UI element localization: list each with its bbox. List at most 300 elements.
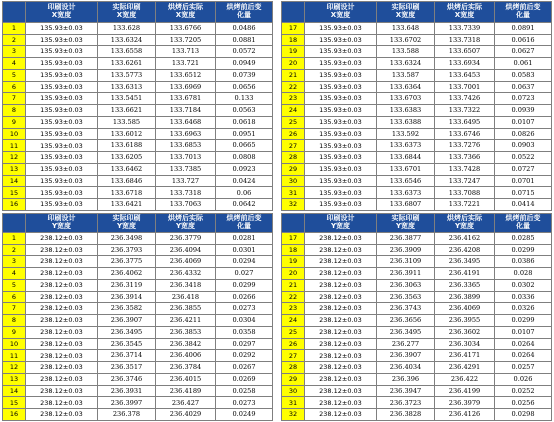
baked-width-cell: 133.6766 [156, 22, 216, 34]
index-header-cell [282, 2, 305, 23]
actual-width-cell: 133.6621 [98, 105, 156, 117]
design-width-cell: 135.93±0.03 [26, 175, 98, 187]
table-row [3, 128, 273, 140]
change-cell: 0.0951 [216, 128, 273, 140]
table-row [3, 338, 273, 350]
table-row [282, 128, 552, 140]
table-row [3, 279, 273, 291]
design-width-cell: 135.93±0.03 [26, 116, 98, 128]
table-row [282, 315, 552, 327]
baked-width-cell: 133.713 [156, 46, 216, 58]
change-cell: 0.0258 [216, 385, 273, 397]
actual-width-cell: 236.3063 [377, 279, 435, 291]
table-row [3, 326, 273, 338]
actual-width-cell: 236.3907 [98, 315, 156, 327]
design-width-cell: 238.12±0.03 [305, 409, 377, 421]
change-cell: 0.0715 [495, 187, 552, 199]
row-index-cell: 21 [282, 69, 305, 81]
actual-width-cell: 133.6364 [377, 81, 435, 93]
row-index-cell: 14 [3, 385, 26, 397]
design-width-cell: 135.93±0.03 [305, 58, 377, 70]
change-cell: 0.0642 [216, 199, 273, 211]
baked-width-cell: 133.7385 [156, 163, 216, 175]
table-row [3, 350, 273, 362]
row-index-cell: 19 [282, 46, 305, 58]
design-width-header: 印刷设计 Y宽度 [305, 214, 377, 233]
row-index-cell: 27 [282, 140, 305, 152]
row-index-cell: 3 [3, 256, 26, 268]
baked-width-header: 烘烤后实际 X宽度 [156, 2, 216, 23]
table-row [282, 397, 552, 409]
actual-width-cell: 133.6558 [98, 46, 156, 58]
change-cell: 0.0107 [495, 116, 552, 128]
row-index-cell: 8 [3, 315, 26, 327]
table-row [3, 397, 273, 409]
baked-width-cell: 236.3779 [156, 232, 216, 244]
row-index-cell: 9 [3, 116, 26, 128]
table-row [3, 256, 273, 268]
table-row [3, 199, 273, 211]
change-header: 烘烤前后变 化量 [216, 2, 273, 23]
baked-width-cell: 236.4069 [156, 256, 216, 268]
change-cell: 0.0891 [495, 22, 552, 34]
table-row [282, 373, 552, 385]
design-width-cell: 238.12±0.03 [305, 326, 377, 338]
design-width-cell: 135.93±0.03 [26, 105, 98, 117]
change-cell: 0.133 [216, 93, 273, 105]
actual-width-cell: 133.5451 [98, 93, 156, 105]
baked-width-cell: 236.4162 [435, 232, 495, 244]
baked-width-cell: 236.3365 [435, 279, 495, 291]
baked-width-cell: 236.4199 [435, 385, 495, 397]
design-width-cell: 135.93±0.03 [305, 22, 377, 34]
row-index-cell: 29 [282, 163, 305, 175]
table-row [282, 385, 552, 397]
baked-width-cell: 236.4291 [435, 362, 495, 374]
design-width-cell: 135.93±0.03 [26, 128, 98, 140]
design-width-cell: 238.12±0.03 [26, 326, 98, 338]
table-row [3, 140, 273, 152]
design-width-cell: 238.12±0.03 [305, 385, 377, 397]
design-width-cell: 238.12±0.03 [26, 373, 98, 385]
design-width-cell: 135.93±0.03 [305, 187, 377, 199]
table-row [282, 303, 552, 315]
baked-width-cell: 236.3955 [435, 315, 495, 327]
row-index-cell: 12 [3, 152, 26, 164]
design-width-cell: 238.12±0.03 [26, 279, 98, 291]
table-row [3, 46, 273, 58]
row-index-cell: 30 [282, 175, 305, 187]
actual-width-cell: 236.3714 [98, 350, 156, 362]
change-header: 烘烤前后变 化量 [216, 214, 273, 233]
actual-width-cell: 236.3495 [98, 326, 156, 338]
actual-width-cell: 133.6703 [377, 93, 435, 105]
table-row [282, 93, 552, 105]
design-width-cell: 238.12±0.03 [26, 244, 98, 256]
row-index-cell: 21 [282, 279, 305, 291]
baked-width-cell: 236.4332 [156, 268, 216, 280]
table-row [282, 34, 552, 46]
table-row [282, 116, 552, 128]
baked-width-cell: 236.3899 [435, 291, 495, 303]
row-index-cell: 30 [282, 385, 305, 397]
row-index-cell: 31 [282, 397, 305, 409]
design-width-cell: 135.93±0.03 [26, 69, 98, 81]
row-index-cell: 23 [282, 303, 305, 315]
baked-width-header: 烘烤后实际 X宽度 [435, 2, 495, 23]
change-cell: 0.0701 [495, 175, 552, 187]
actual-width-cell: 133.6373 [377, 140, 435, 152]
baked-width-cell: 236.4171 [435, 350, 495, 362]
actual-width-cell: 133.6718 [98, 187, 156, 199]
baked-width-cell: 236.3853 [156, 326, 216, 338]
table-row [282, 58, 552, 70]
baked-width-cell: 133.7184 [156, 105, 216, 117]
table-row [3, 244, 273, 256]
row-index-cell: 29 [282, 373, 305, 385]
row-index-cell: 24 [282, 315, 305, 327]
design-width-header: 印刷设计 X宽度 [305, 2, 377, 23]
actual-width-cell: 236.3909 [377, 244, 435, 256]
actual-width-cell: 133.6701 [377, 163, 435, 175]
header-row [3, 2, 273, 23]
baked-width-cell: 236.3979 [435, 397, 495, 409]
row-index-cell: 15 [3, 397, 26, 409]
table-row [3, 81, 273, 93]
table-row [282, 81, 552, 93]
row-index-cell: 18 [282, 34, 305, 46]
row-index-cell: 16 [3, 409, 26, 421]
design-width-cell: 135.93±0.03 [305, 34, 377, 46]
change-cell: 0.0269 [216, 373, 273, 385]
design-width-cell: 135.93±0.03 [26, 163, 98, 175]
change-cell: 0.0949 [216, 58, 273, 70]
baked-width-cell: 236.3418 [156, 279, 216, 291]
change-header: 烘烤前后变 化量 [495, 214, 552, 233]
baked-width-cell: 236.4094 [156, 244, 216, 256]
table-row [282, 268, 552, 280]
actual-width-cell: 236.3828 [377, 409, 435, 421]
baked-width-cell: 236.418 [156, 291, 216, 303]
baked-width-cell: 133.7322 [435, 105, 495, 117]
actual-width-cell: 133.592 [377, 128, 435, 140]
table-row [3, 163, 273, 175]
table-row [3, 69, 273, 81]
design-width-cell: 238.12±0.03 [26, 315, 98, 327]
index-header-cell [3, 2, 26, 23]
change-cell: 0.0299 [495, 315, 552, 327]
row-index-cell: 2 [3, 244, 26, 256]
row-index-cell: 18 [282, 244, 305, 256]
design-width-cell: 135.93±0.03 [26, 152, 98, 164]
change-cell: 0.0267 [216, 362, 273, 374]
table-row [282, 187, 552, 199]
actual-width-cell: 133.6388 [377, 116, 435, 128]
baked-width-cell: 133.7276 [435, 140, 495, 152]
design-width-cell: 135.93±0.03 [26, 58, 98, 70]
actual-width-header: 实际印刷 Y宽度 [98, 214, 156, 233]
index-header-cell [3, 214, 26, 233]
actual-width-cell: 133.6383 [377, 105, 435, 117]
design-width-cell: 135.93±0.03 [26, 187, 98, 199]
row-index-cell: 7 [3, 93, 26, 105]
table-row [282, 105, 552, 117]
change-cell: 0.0299 [216, 279, 273, 291]
design-width-cell: 135.93±0.03 [305, 105, 377, 117]
change-cell: 0.0302 [495, 279, 552, 291]
change-cell: 0.0249 [216, 409, 273, 421]
design-width-cell: 238.12±0.03 [305, 338, 377, 350]
change-cell: 0.0336 [495, 291, 552, 303]
actual-width-cell: 236.3931 [98, 385, 156, 397]
table-row [282, 199, 552, 211]
baked-width-cell: 133.727 [156, 175, 216, 187]
change-cell: 0.061 [495, 58, 552, 70]
row-index-cell: 17 [282, 22, 305, 34]
baked-width-cell: 236.3495 [435, 256, 495, 268]
row-index-cell: 13 [3, 163, 26, 175]
table-row [3, 385, 273, 397]
change-cell: 0.0294 [216, 256, 273, 268]
baked-width-cell: 236.422 [435, 373, 495, 385]
design-width-cell: 135.93±0.03 [305, 93, 377, 105]
row-index-cell: 32 [282, 409, 305, 421]
table-row [282, 152, 552, 164]
table-row [282, 362, 552, 374]
design-width-cell: 135.93±0.03 [305, 128, 377, 140]
baked-width-cell: 133.721 [156, 58, 216, 70]
design-width-cell: 135.93±0.03 [26, 22, 98, 34]
row-index-cell: 9 [3, 326, 26, 338]
row-index-cell: 25 [282, 116, 305, 128]
change-cell: 0.028 [495, 268, 552, 280]
design-width-cell: 135.93±0.03 [305, 175, 377, 187]
table-row [3, 409, 273, 421]
baked-width-cell: 133.6512 [156, 69, 216, 81]
change-cell: 0.0252 [495, 385, 552, 397]
baked-width-cell: 133.7247 [435, 175, 495, 187]
table-row [282, 69, 552, 81]
design-width-cell: 238.12±0.03 [305, 256, 377, 268]
baked-width-cell: 133.7063 [156, 199, 216, 211]
design-width-cell: 135.93±0.03 [305, 81, 377, 93]
row-index-cell: 23 [282, 93, 305, 105]
baked-width-cell: 133.6507 [435, 46, 495, 58]
actual-width-cell: 133.6846 [98, 175, 156, 187]
change-cell: 0.0616 [495, 34, 552, 46]
row-index-cell: 17 [282, 232, 305, 244]
design-width-cell: 238.12±0.03 [26, 338, 98, 350]
header-row [3, 214, 273, 233]
table-row [3, 105, 273, 117]
change-header: 烘烤前后变 化量 [495, 2, 552, 23]
baked-width-cell: 236.3034 [435, 338, 495, 350]
table-row [282, 175, 552, 187]
actual-width-cell: 133.6546 [377, 175, 435, 187]
change-cell: 0.0583 [495, 69, 552, 81]
design-width-cell: 135.93±0.03 [305, 46, 377, 58]
row-index-cell: 4 [3, 268, 26, 280]
actual-width-cell: 236.3498 [98, 232, 156, 244]
actual-width-cell: 133.6324 [377, 58, 435, 70]
design-width-cell: 135.93±0.03 [26, 199, 98, 211]
change-cell: 0.0281 [216, 232, 273, 244]
change-cell: 0.06 [216, 187, 273, 199]
row-index-cell: 14 [3, 175, 26, 187]
change-cell: 0.0358 [216, 326, 273, 338]
change-cell: 0.0386 [495, 256, 552, 268]
table-row [3, 58, 273, 70]
row-index-cell: 1 [3, 232, 26, 244]
table-row [282, 256, 552, 268]
change-cell: 0.0808 [216, 152, 273, 164]
row-index-cell: 7 [3, 303, 26, 315]
change-cell: 0.0939 [495, 105, 552, 117]
actual-width-cell: 133.6313 [98, 81, 156, 93]
row-index-cell: 19 [282, 256, 305, 268]
design-width-cell: 238.12±0.03 [26, 409, 98, 421]
x-width-table-1-16 [2, 1, 273, 211]
row-index-cell: 2 [3, 34, 26, 46]
row-index-cell: 20 [282, 268, 305, 280]
baked-width-cell: 133.7205 [156, 34, 216, 46]
baked-width-cell: 133.7426 [435, 93, 495, 105]
change-cell: 0.0285 [495, 232, 552, 244]
change-cell: 0.0304 [216, 315, 273, 327]
change-cell: 0.0257 [495, 362, 552, 374]
actual-width-cell: 133.628 [98, 22, 156, 34]
baked-width-cell: 236.4189 [156, 385, 216, 397]
design-width-cell: 238.12±0.03 [305, 303, 377, 315]
change-cell: 0.0273 [216, 303, 273, 315]
row-index-cell: 10 [3, 128, 26, 140]
actual-width-cell: 133.6261 [98, 58, 156, 70]
change-cell: 0.0256 [495, 397, 552, 409]
actual-width-cell: 133.587 [377, 69, 435, 81]
change-cell: 0.0301 [216, 244, 273, 256]
actual-width-cell: 133.588 [377, 46, 435, 58]
design-width-cell: 135.93±0.03 [305, 69, 377, 81]
baked-width-cell: 133.6468 [156, 116, 216, 128]
actual-width-cell: 236.3877 [377, 232, 435, 244]
design-width-cell: 238.12±0.03 [305, 244, 377, 256]
design-width-cell: 238.12±0.03 [26, 397, 98, 409]
table-row [3, 152, 273, 164]
table-row [3, 22, 273, 34]
y-width-table-1-16 [2, 213, 273, 421]
actual-width-header: 实际印刷 X宽度 [98, 2, 156, 23]
baked-width-cell: 133.7366 [435, 152, 495, 164]
header-row [282, 214, 552, 233]
design-width-cell: 135.93±0.03 [26, 34, 98, 46]
table-row [282, 163, 552, 175]
actual-width-cell: 236.3723 [377, 397, 435, 409]
actual-width-cell: 133.6012 [98, 128, 156, 140]
table-row [3, 303, 273, 315]
table-row [282, 244, 552, 256]
change-cell: 0.0326 [495, 303, 552, 315]
row-index-cell: 31 [282, 187, 305, 199]
change-cell: 0.0572 [216, 46, 273, 58]
change-cell: 0.0739 [216, 69, 273, 81]
row-index-cell: 20 [282, 58, 305, 70]
baked-width-cell: 133.7001 [435, 81, 495, 93]
table-row [3, 175, 273, 187]
row-index-cell: 28 [282, 152, 305, 164]
baked-width-cell: 133.7088 [435, 187, 495, 199]
change-cell: 0.0273 [216, 397, 273, 409]
table-row [282, 22, 552, 34]
table-row [282, 140, 552, 152]
change-cell: 0.0107 [495, 326, 552, 338]
y-width-table-17-32 [281, 213, 552, 421]
change-cell: 0.0414 [495, 199, 552, 211]
change-cell: 0.0627 [495, 46, 552, 58]
baked-width-cell: 133.7339 [435, 22, 495, 34]
actual-width-cell: 236.3997 [98, 397, 156, 409]
actual-width-cell: 236.3793 [98, 244, 156, 256]
design-width-cell: 135.93±0.03 [305, 199, 377, 211]
table-row [282, 338, 552, 350]
row-index-cell: 12 [3, 362, 26, 374]
change-cell: 0.0665 [216, 140, 273, 152]
change-cell: 0.0297 [216, 338, 273, 350]
table-row [3, 362, 273, 374]
row-index-cell: 28 [282, 362, 305, 374]
actual-width-cell: 133.6421 [98, 199, 156, 211]
row-index-cell: 4 [3, 58, 26, 70]
actual-width-cell: 236.3907 [377, 350, 435, 362]
row-index-cell: 5 [3, 279, 26, 291]
baked-width-cell: 236.4029 [156, 409, 216, 421]
design-width-header: 印刷设计 Y宽度 [26, 214, 98, 233]
change-cell: 0.0298 [495, 409, 552, 421]
actual-width-cell: 236.3947 [377, 385, 435, 397]
change-cell: 0.0522 [495, 152, 552, 164]
actual-width-cell: 133.6807 [377, 199, 435, 211]
row-index-cell: 25 [282, 326, 305, 338]
design-width-cell: 135.93±0.03 [305, 152, 377, 164]
row-index-cell: 22 [282, 81, 305, 93]
actual-width-cell: 133.6373 [377, 187, 435, 199]
baked-width-cell: 133.7221 [435, 199, 495, 211]
actual-width-cell: 236.3563 [377, 291, 435, 303]
change-cell: 0.0618 [216, 116, 273, 128]
actual-width-cell: 236.3743 [377, 303, 435, 315]
design-width-cell: 238.12±0.03 [305, 362, 377, 374]
actual-width-cell: 236.3109 [377, 256, 435, 268]
actual-width-header: 实际印刷 X宽度 [377, 2, 435, 23]
change-cell: 0.0723 [495, 93, 552, 105]
actual-width-cell: 133.6844 [377, 152, 435, 164]
design-width-cell: 238.12±0.03 [26, 303, 98, 315]
actual-width-cell: 133.6462 [98, 163, 156, 175]
table-row [3, 116, 273, 128]
baked-width-cell: 236.427 [156, 397, 216, 409]
baked-width-cell: 236.4069 [435, 303, 495, 315]
design-width-cell: 238.12±0.03 [26, 385, 98, 397]
design-width-cell: 135.93±0.03 [305, 140, 377, 152]
actual-width-cell: 236.277 [377, 338, 435, 350]
design-width-cell: 238.12±0.03 [26, 268, 98, 280]
change-cell: 0.0826 [495, 128, 552, 140]
baked-width-cell: 236.4126 [435, 409, 495, 421]
row-index-cell: 15 [3, 187, 26, 199]
table-row [3, 268, 273, 280]
baked-width-cell: 133.6453 [435, 69, 495, 81]
row-index-cell: 6 [3, 291, 26, 303]
row-index-cell: 5 [3, 69, 26, 81]
